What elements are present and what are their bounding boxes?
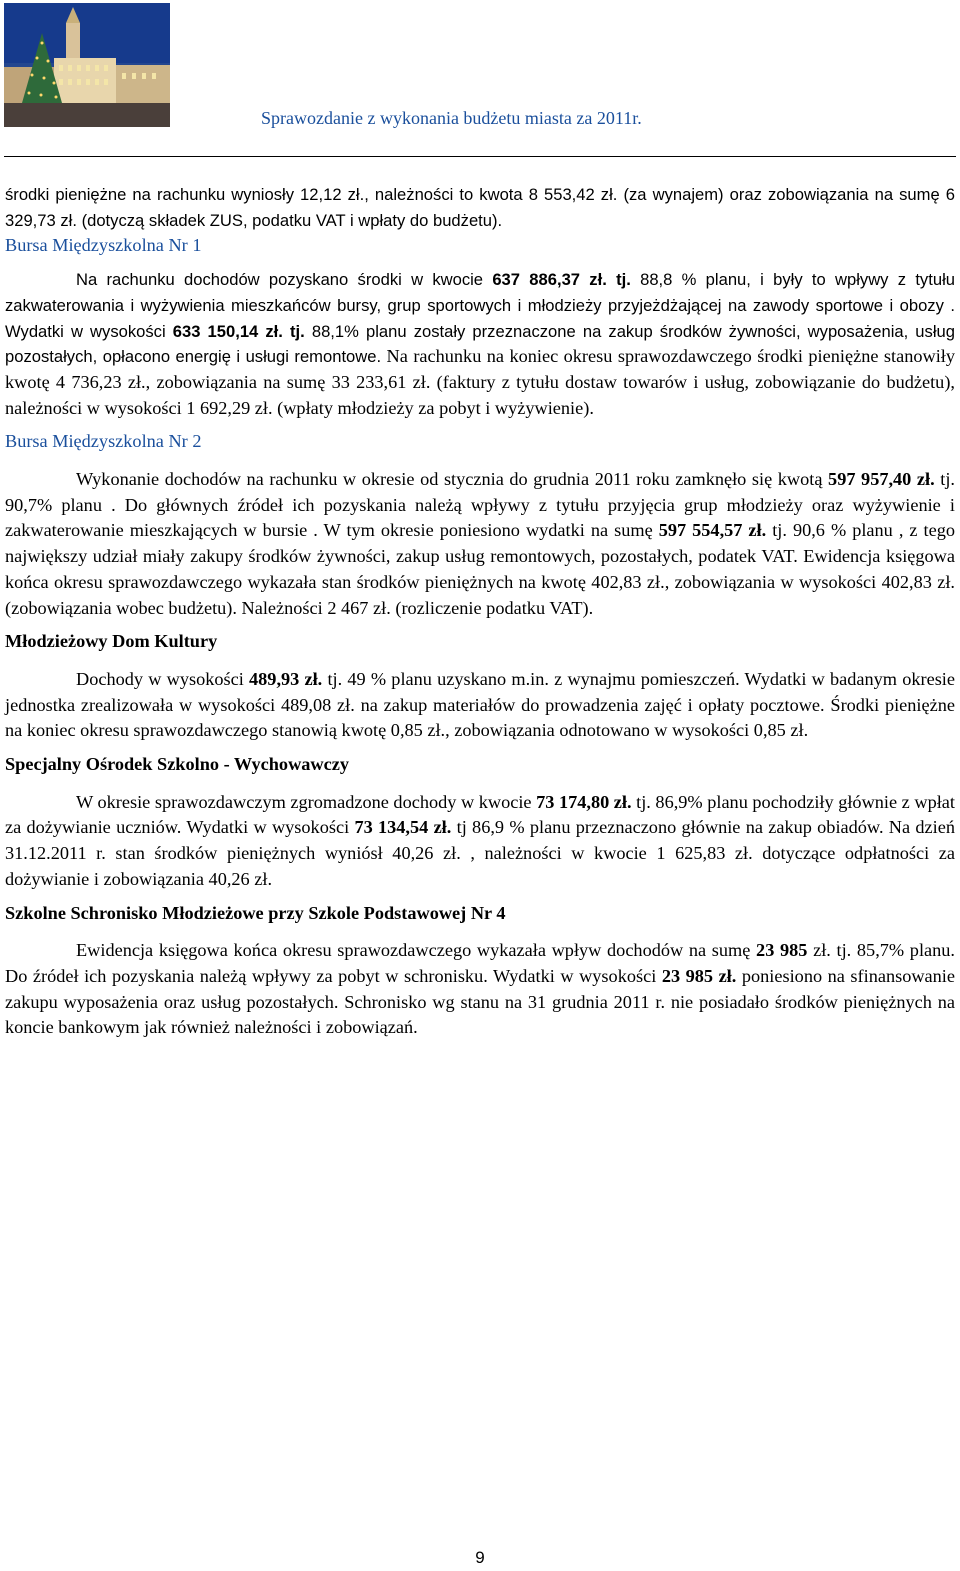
bursa-2-paragraph: Wykonanie dochodów na rachunku w okresie od stycznia do grudnia 2011 roku zamknęło się kwotą 597 957,40 zł. tj. 90,7% planu . Do głównych źródeł ich pozyskania należą wpływy z tytułu przyjęcia grup młodzieży oraz wyżywienie i zakwaterowanie mieszkających w bursie . W tym okresie poniesiono wydatki na sumę 597 554,57 zł. tj. 90,6 % planu , z tego największy udział miały zakupy środków żywności, zakup usług remontowych, pozostałych, podatek VAT. Ewidencja księgowa końca okresu sprawozdawczego wykazała stan środków pieniężnych na kwotę 402,83 zł., zobowiązania w wysokości 402,83 zł. (zobowiązania wobec budżetu). Należności 2 467 zł. (rozliczenie podatku VAT). [5,469,955,618]
report-title: Sprawozdanie z wykonania budżetu miasta za 2011r. [261,108,642,128]
town-hall-illustration [4,3,170,127]
section-title-bursa-2: Bursa Międzyszkolna Nr 2 [5,431,202,452]
mdk-paragraph: Dochody w wysokości 489,93 zł. tj. 49 % planu uzyskano m.in. z wynajmu pomieszczeń. Wydatki w badanym okresie jednostka zrealizowała w wysokości 489,08 zł. na zakup materiałów do prowadzenia zajęć i opłaty pocztowe. Środki pieniężne na koniec okresu sprawozdawczego stanowią kwotę 0,85 zł., zobowiązania odnotowano w wysokości 0,85 zł. [5,668,956,741]
sosw-paragraph: W okresie sprawozdawczym zgromadzone dochody w kwocie 73 174,80 zł. tj. 86,9% planu pochodziły głównie z wpłat za dożywianie uczniów. Wydatki w wysokości 73 134,54 zł. tj 86,9 % planu przeznaczono głównie na zakup obiadów. Na dzień 31.12.2011 r. stan środków pieniężnych wyniósł 40,26 zł. , należności w kwocie 1 625,83 zł. dotyczące odpłatności za dożywianie i zobowiązania 40,26 zł. [5,791,955,889]
page-number: 9 [475,1548,485,1567]
ssm-paragraph: Ewidencja księgowa końca okresu sprawozdawczego wykazała wpływ dochodów na sumę 23 985 zł. tj. 85,7% planu. Do źródeł ich pozyskania należą wpływy za pobyt w schronisku. Wydatki w wysokości 23 985 zł. poniesiono na sfinansowanie zakupu wyposażenia oraz usług pozostałych. Schronisko wg stanu na 31 grudnia 2011 r. nie posiadało środków pieniężnych na koncie bankowym jak również należności i zobowiązań. [5,940,955,1038]
bursa-1-paragraph: Na rachunku dochodów pozyskano środki w kwocie 637 886,37 zł. tj. 88,8 % planu, i były to wpływy z tytułu zakwaterowania i wyżywienia mieszkańców bursy, grup sportowych i młodzieży przyjeżdżającej na zawody sportowe i obozy . Wydatki w wysokości 633 150,14 zł. tj. 88,1% planu zostały przeznaczone na zakup środków żywności, wyposażenia, usług pozostałych, opłacono energię i usługi remontowe. Na rachunku na koniec okresu sprawozdawczego środki pieniężne stanowiły kwotę 4 736,23 zł., zobowiązania na sumę 33 233,61 zł. (faktury z tytułu dostaw towarów i usług, zobowiązanie do budżetu), należności w wysokości 1 692,29 zł. (wpłaty młodzieży za pobyt i wyżywienie). [5,270,955,418]
section-title-ssm: Szkolne Schronisko Młodzieżowe przy Szkole Podstawowej Nr 4 [5,902,506,923]
document-body [5,182,955,1041]
header-divider [4,156,956,157]
section-title-bursa-1: Bursa Międzyszkolna Nr 1 [5,235,202,256]
section-title-sosw: Specjalny Ośrodek Szkolno - Wychowawczy [5,754,349,775]
intro-paragraph: środki pieniężne na rachunku wyniosły 12,12 zł., należności to kwota 8 553,42 zł. (za wynajem) oraz zobowiązania na sumę 6 329,73 zł. (dotyczą składek ZUS, podatku VAT i wpłaty do budżetu). [5,185,955,230]
page-header [0,0,960,160]
town-hall-photo [4,3,170,127]
section-title-mdk: Młodzieżowy Dom Kultury [5,631,218,652]
